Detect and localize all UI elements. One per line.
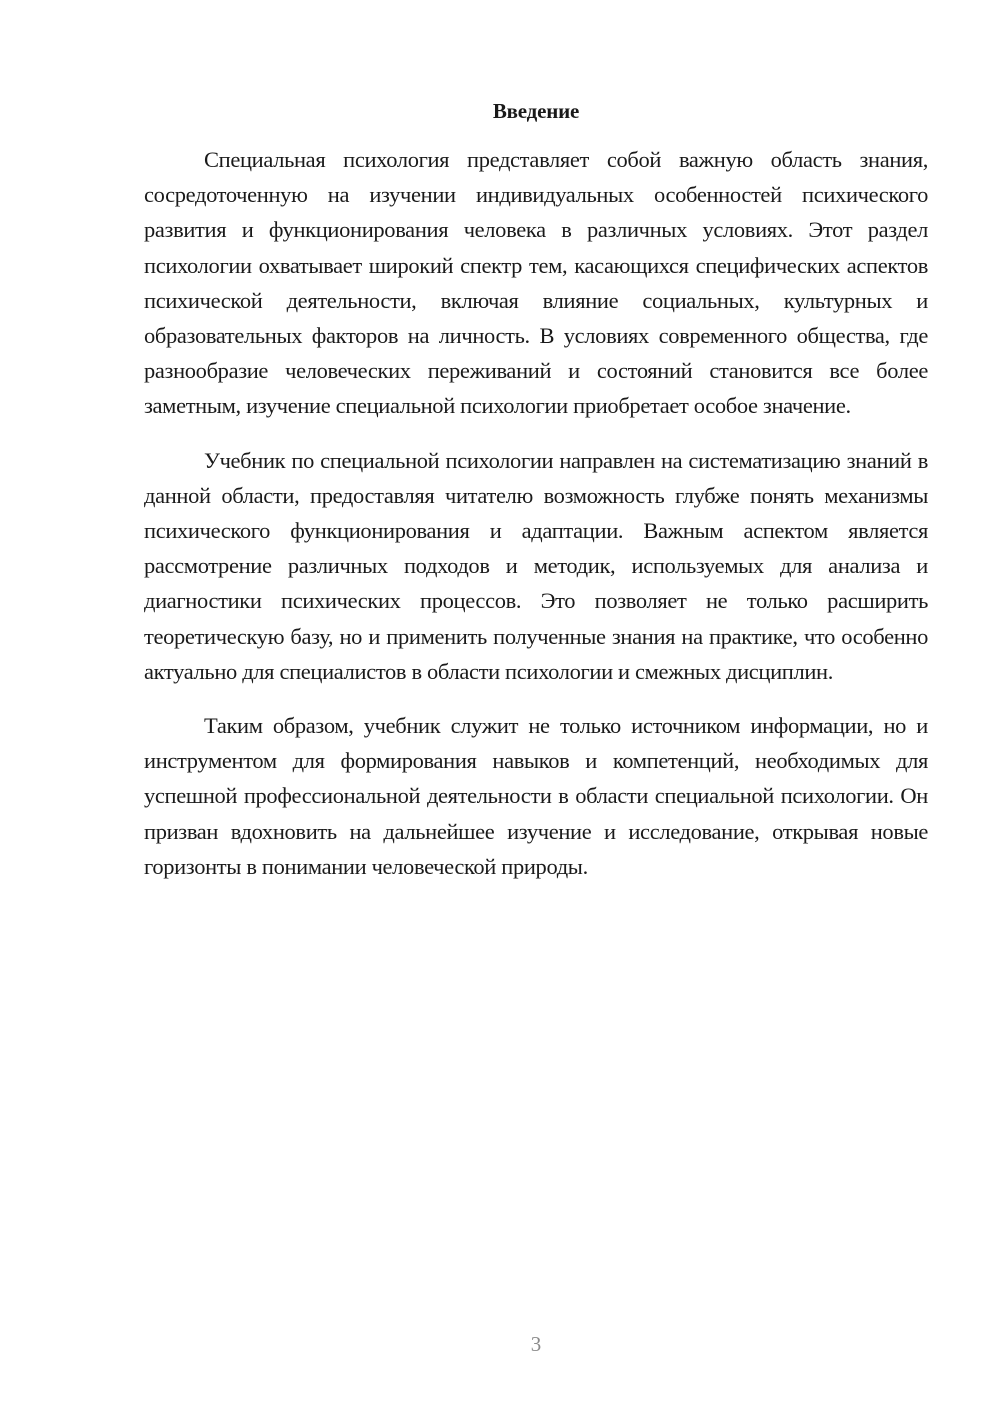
paragraph-3: Таким образом, учебник служит не только источником информации, но и инструментом для формирования навыков и компетенций, необходимых для успешной профессиональной деятельности в области специальной психологии. Он призван вдохновить на дальнейшее изучение и исследование, открывая новые горизонты в понимании человеческой природы.: [144, 713, 928, 879]
paragraph-2: Учебник по специальной психологии направлен на систематизацию знаний в данной области, предоставляя читателю возможность глубже понять механизмы психического функционирования и адаптации. Важным аспектом является рассмотрение различных подходов и методик, используемых для анализа и диагностики психических процессов. Это позволяет не только расширить теоретическую базу, но и применить полученные знания на практике, что особенно актуально для специалистов в области психологии и смежных дисциплин.: [144, 447, 928, 684]
page-content: [144, 96, 928, 903]
section-heading: Введение: [492, 99, 580, 123]
page-number: 3: [530, 1332, 542, 1356]
paragraph-1: Специальная психология представляет собой важную область знания, сосредоточенную на изучении индивидуальных особенностей психического развития и функционирования человека в различных условиях. Этот раздел психологии охватывает широкий спектр тем, касающихся специфических аспектов психической деятельности, включая влияние социальных, культурных и образовательных факторов на личность. В условиях современного общества, где разнообразие человеческих переживаний и состояний становится все более заметным, изучение специальной психологии приобретает особое значение.: [144, 147, 928, 419]
